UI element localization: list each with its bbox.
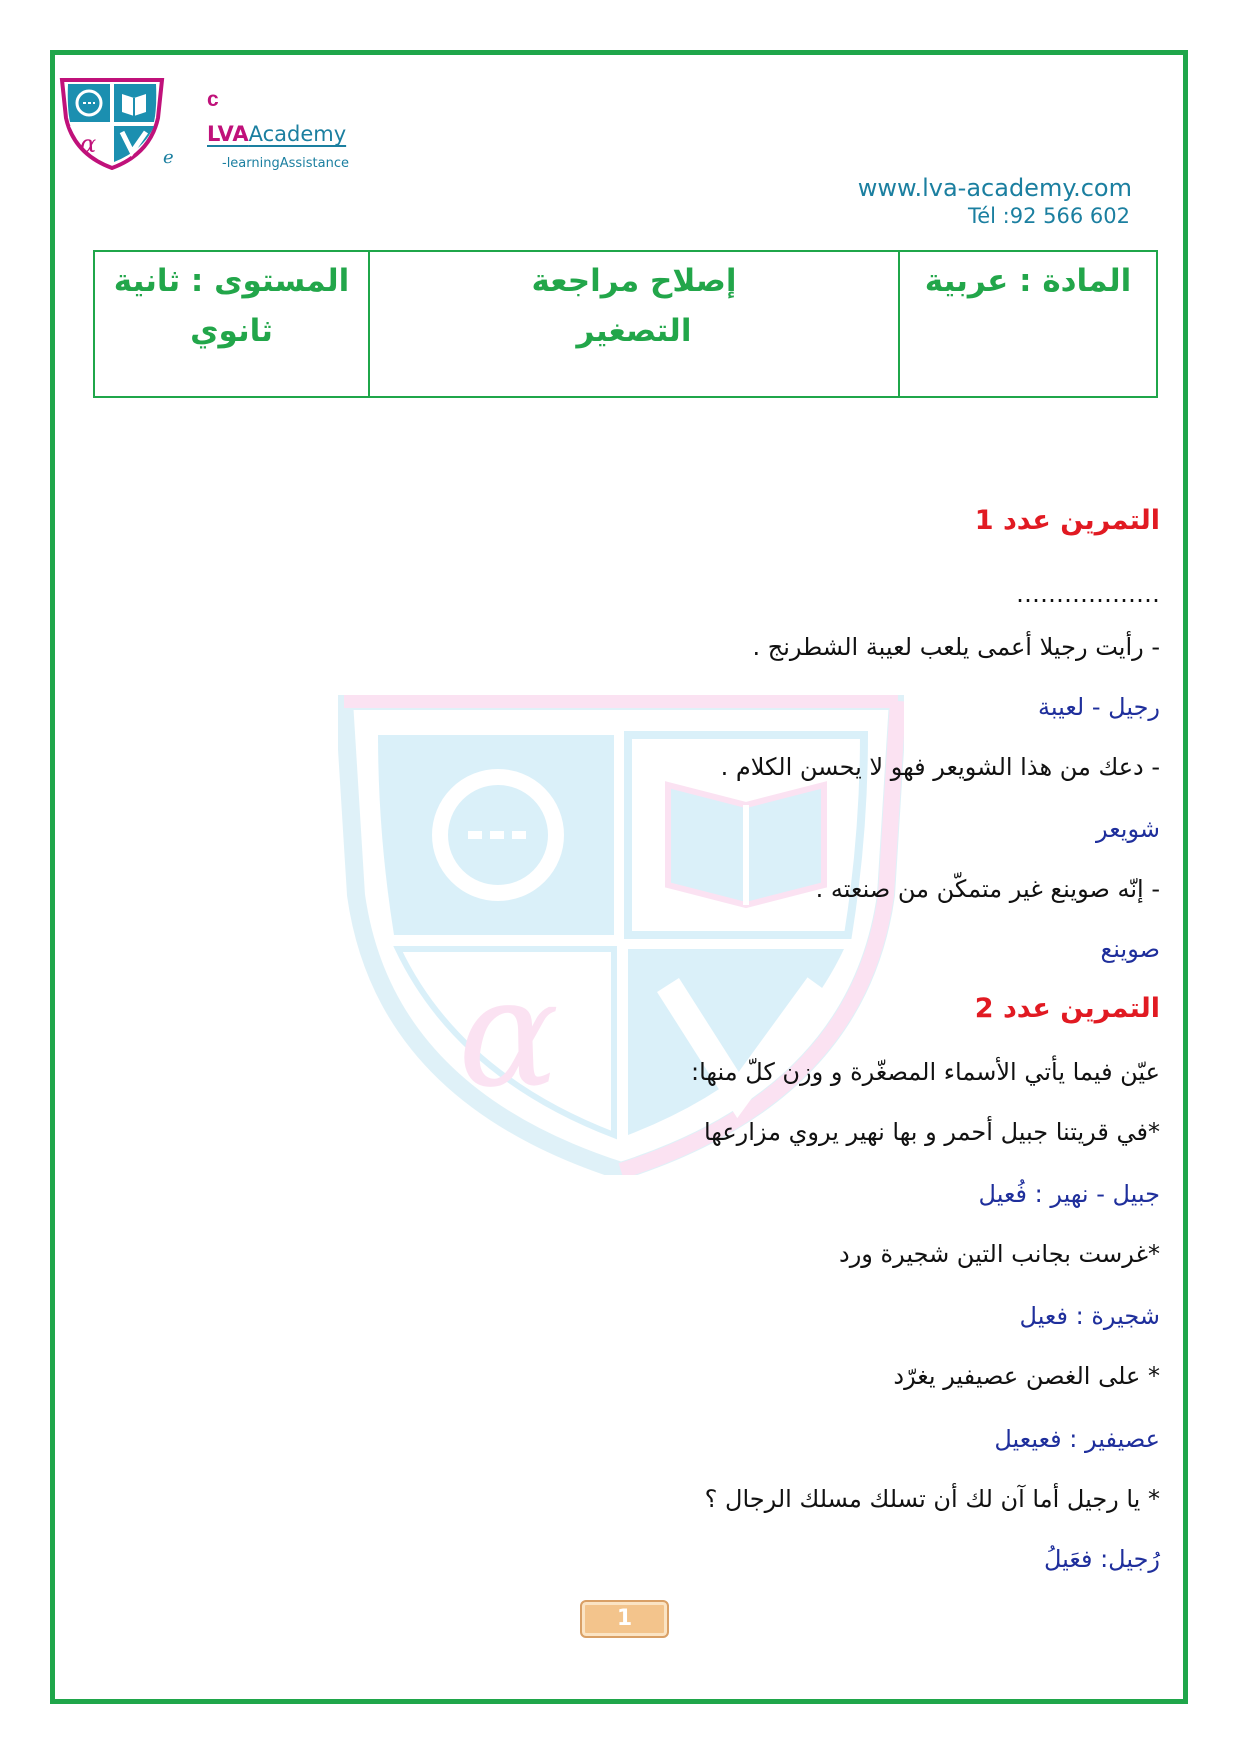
phone-number: Tél :92 566 602	[967, 204, 1130, 228]
header-title-line1: إصلاح مراجعة	[531, 263, 737, 299]
page-number: 1	[580, 1600, 669, 1638]
exercise2-question-4: * يا رجيل أما آن لك أن تسلك مسلك الرجال ؟	[704, 1485, 1160, 1513]
exercise1-question-2: - دعك من هذا الشويعر فهو لا يحسن الكلام .	[720, 753, 1160, 781]
exercise2-question-2: *غرست بجانب التين شجيرة ورد	[839, 1240, 1160, 1268]
brand-e-mark: e	[163, 147, 174, 168]
exercise1-answer-1: رجيل - لعيبة	[1037, 693, 1160, 721]
brand-name-academy: Academy	[248, 122, 347, 146]
brand-name-lva: LVA	[207, 122, 249, 146]
exercise2-answer-1: جبيل - نهير : فُعيل	[978, 1180, 1160, 1208]
exercise1-question-3: - إنّه صوينع غير متمكّن من صنعته .	[815, 875, 1160, 903]
exercise1-question-1: - رأيت رجيلا أعمى يلعب لعيبة الشطرنج .	[752, 633, 1160, 661]
exercise1-title: التمرين عدد 1	[974, 505, 1160, 536]
header-level-line1: المستوى : ثانية	[113, 263, 350, 299]
exercise2-question-1: *في قريتنا جبيل أحمر و بها نهير يروي مزارعها	[703, 1118, 1160, 1146]
header-level-line2: ثانوي	[190, 313, 273, 349]
website-link[interactable]: www.lva-academy.com	[857, 174, 1132, 202]
exercise1-dots: ………………	[1016, 580, 1160, 608]
svg-text:α: α	[80, 130, 97, 158]
exercise2-answer-4: رُجيل: فعَيلُ	[1043, 1545, 1160, 1573]
header-title-line2: التصغير	[576, 313, 692, 349]
svg-text:α: α	[458, 947, 560, 1121]
header-subject: المادة : عربية	[924, 263, 1132, 299]
exercise2-answer-2: شجيرة : فعيل	[1019, 1302, 1160, 1330]
exercise2-instruction: عيّن فيما يأتي الأسماء المصغّرة و وزن كلّ منها:	[691, 1058, 1160, 1086]
exercise2-title: التمرين عدد 2	[974, 993, 1160, 1024]
brand-c-mark: c	[207, 88, 219, 111]
brand-tagline: -learningAssistance	[222, 156, 349, 171]
exercise2-answer-3: عصيفير : فعيعيل	[994, 1425, 1160, 1453]
exercise1-answer-2: شويعر	[1095, 815, 1160, 843]
exercise2-question-3: * على الغصن عصيفير يغرّد	[893, 1362, 1160, 1390]
exercise1-answer-3: صوينع	[1100, 935, 1160, 963]
